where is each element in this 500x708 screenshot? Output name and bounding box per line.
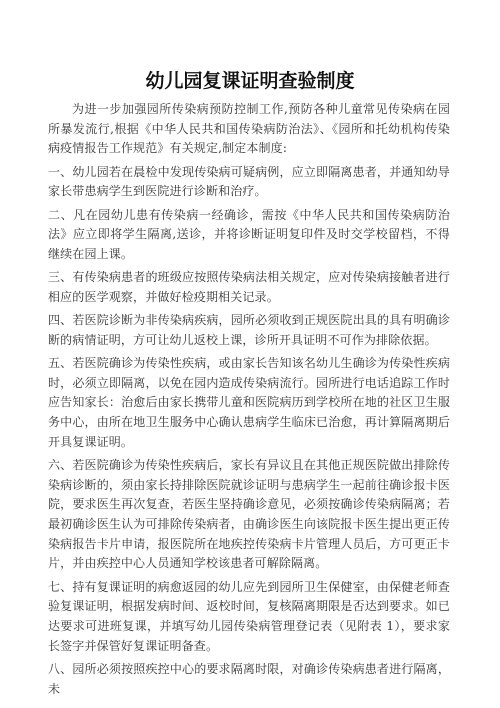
clause-1-paragraph: 一、幼儿园若在晨检中发现传染病可疑病例，应立即隔离患者，并通知幼导家长带患病学生到医院进行诊断和治疗。	[48, 164, 450, 199]
clause-8-paragraph: 八、园所必须按照疾控中心的要求隔离时限，对确诊传染病患者进行隔离，未	[48, 661, 450, 696]
document-title: 幼儿园复课证明查验制度	[145, 70, 355, 92]
clause-5-paragraph: 五、若医院确诊为传染性疾病，或由家长告知该名幼儿生确诊为传染性疾病时，必须立即隔离，以免在园内造成传染病流行。园所进行电话追踪工作时应告知家长：治愈后由家长携带儿童和医院病历到学校所在地的社区卫生服务中心，由所在地卫生服务中心确认患病学生临床已治愈，再计算隔离期后开具复课证明。	[48, 355, 450, 449]
clause-7-paragraph: 七、持有复课证明的病愈返园的幼儿应先到园所卫生保健室，由保健老师查验复课证明，根据发病时间、返校时间，复核隔离期限是否达到要求。如已达要求可进班复课，并填写幼儿园传染病管理登记表（见附表 1），要求家长签字并保管好复课证明备查。	[48, 579, 450, 653]
document-body	[48, 100, 450, 703]
clause-2-paragraph: 二、凡在园幼儿患有传染病一经确诊，需按《中华人民共和国传染病防治法》应立即将学生隔离,送诊，并将诊断证明复印件及时交学校留档，不得继续在园上课。	[48, 207, 450, 261]
intro-paragraph: 为进一步加强园所传染病预防控制工作,预防各种儿童常见传染病在园所暴发流行,根据《中华人民共和国传染病防治法》、《园所和托幼机构传染病疫情报告工作规范》有关规定,制定本制度:	[48, 102, 450, 156]
clause-6-paragraph: 六、若医院确诊为传染性疾病后，家长有异议且在其他正规医院做出排除传染病诊断的，须由家长持排除医院就诊证明与患病学生一起前往确诊报卡医院，要求医生再次复查，若医生坚持确诊意见，必须按确诊传染病隔离；若最初确诊医生认为可排除传染病者，由确诊医生向该院报卡医生提出更正传染病报告卡片申请，报医院所在地疾控传染病卡片管理人员后，方可更正卡片，并由疾控中心人员通知学校该患者可解除隔离。	[48, 457, 450, 571]
clause-3-paragraph: 三、有传染病患者的班级应按照传染病法相关规定，应对传染病接触者进行相应的医学观察，并做好检疫期相关记录。	[48, 270, 450, 304]
clause-4-paragraph: 四、若医院诊断为非传染病疾病，园所必须收到正规医院出具的具有明确诊断的病情证明，方可让幼儿返校上课，诊所开具证明不可作为排除依据。	[48, 313, 450, 347]
